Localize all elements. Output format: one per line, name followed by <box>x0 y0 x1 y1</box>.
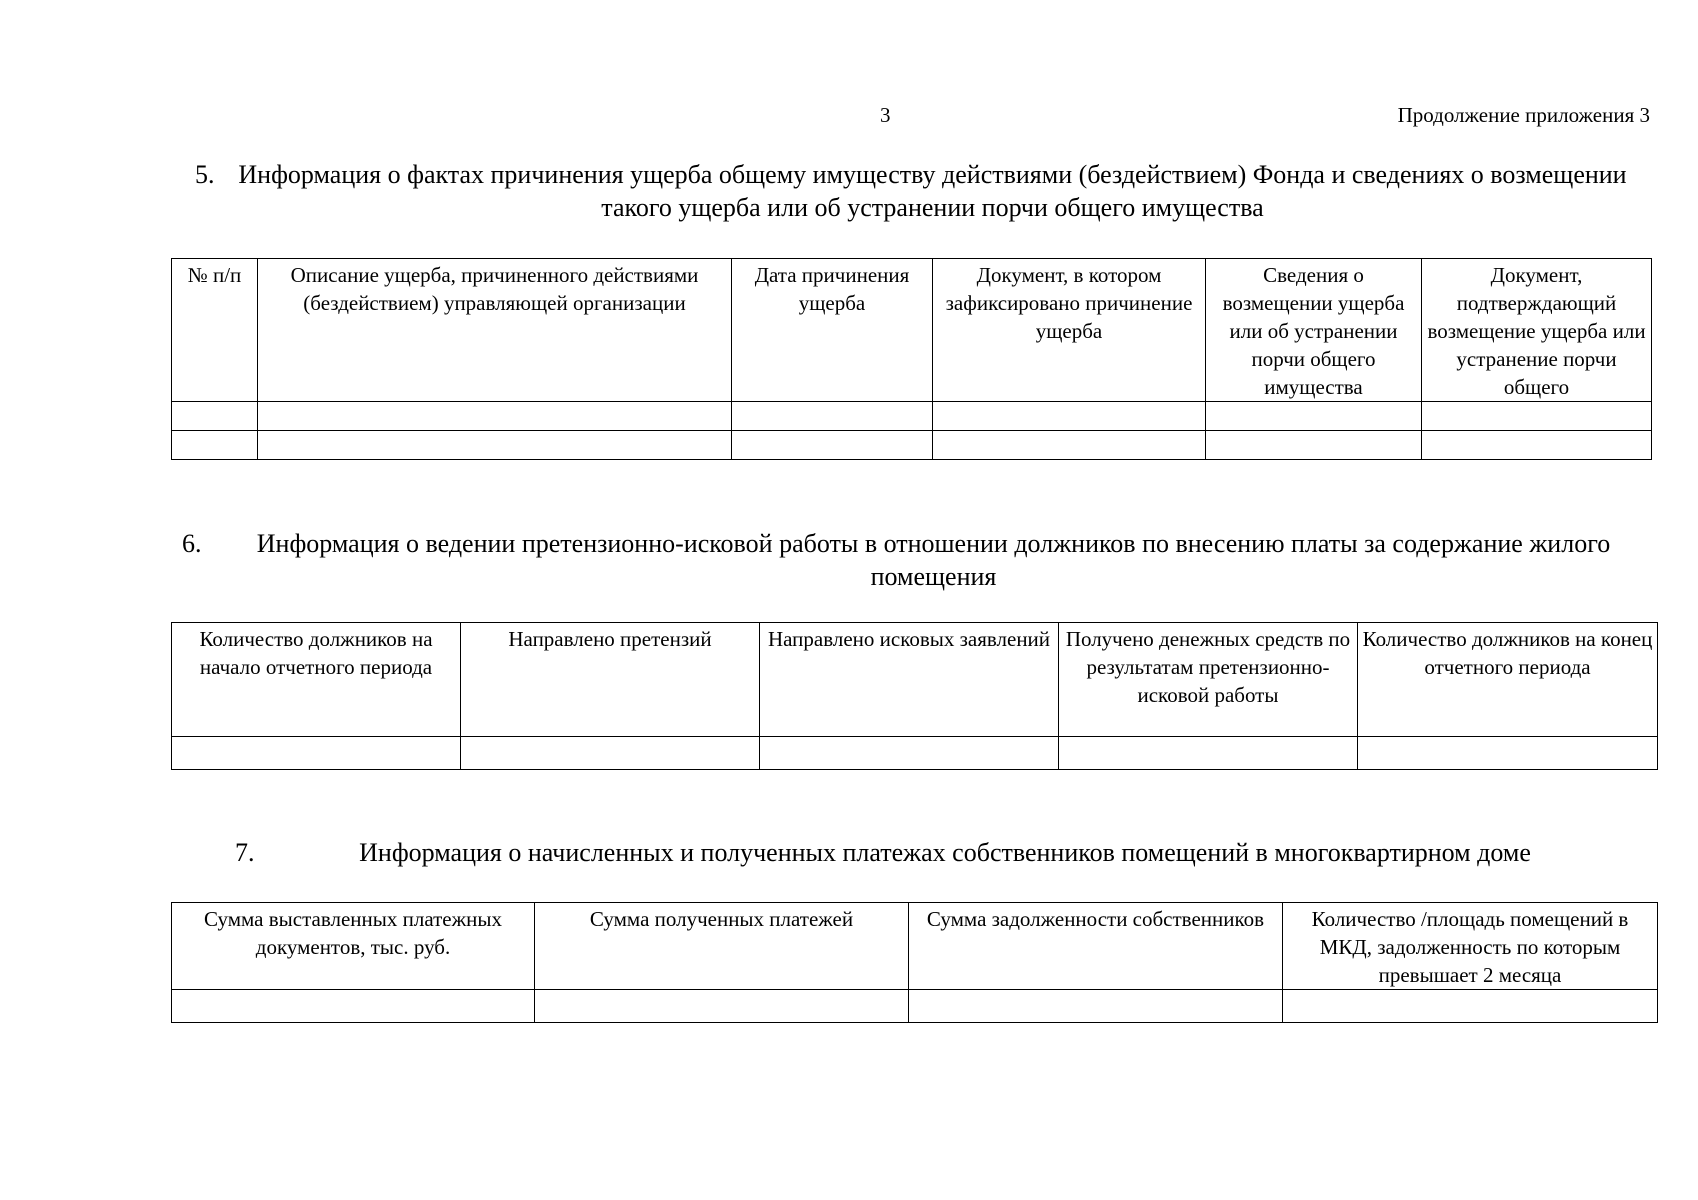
column-header: Количество должников на конец отчетного периода <box>1358 623 1658 737</box>
debt-collection-table <box>171 622 1658 770</box>
table-header-row <box>172 623 1658 737</box>
table-cell[interactable] <box>732 402 933 431</box>
section-number: 5. <box>195 160 215 189</box>
table-cell[interactable] <box>258 402 732 431</box>
table-header-row <box>172 259 1652 402</box>
column-header: Сумма полученных платежей <box>535 903 909 990</box>
column-header: Документ, подтверждающий возмещение ущерба или устранение порчи общего <box>1422 259 1652 402</box>
column-header: Количество /площадь помещений в МКД, задолженность по которым превышает 2 месяца <box>1283 903 1658 990</box>
column-header: Сумма выставленных платежных документов, тыс. руб. <box>172 903 535 990</box>
column-header: Дата причинения ущерба <box>732 259 933 402</box>
appendix-continuation-label: Продолжение приложения 3 <box>1397 103 1650 127</box>
table-cell[interactable] <box>172 431 258 460</box>
damage-info-table <box>171 258 1652 460</box>
section-number: 7. <box>235 838 255 867</box>
table-cell[interactable] <box>1422 402 1652 431</box>
table-cell[interactable] <box>909 990 1283 1023</box>
section-title: Информация о фактах причинения ущерба общему имуществу действиями (бездействием) Фонда и сведениях о возмещении такого ущерба или об устранении порчи общего имущества <box>238 160 1627 222</box>
table-row <box>172 990 1658 1023</box>
table-cell[interactable] <box>1206 431 1422 460</box>
table-cell[interactable] <box>172 402 258 431</box>
table-cell[interactable] <box>933 402 1206 431</box>
column-header: Получено денежных средств по результатам претензионно-исковой работы <box>1059 623 1358 737</box>
column-header: Сумма задолженности собственников <box>909 903 1283 990</box>
payments-table <box>171 902 1658 1023</box>
column-header: Количество должников на начало отчетного периода <box>172 623 461 737</box>
section-title: Информация о начисленных и полученных платежах собственников помещений в многоквартирном доме <box>359 838 1531 867</box>
column-header: Описание ущерба, причиненного действиями (бездействием) управляющей организации <box>258 259 732 402</box>
table-cell[interactable] <box>1358 737 1658 770</box>
table-row <box>172 737 1658 770</box>
table-cell[interactable] <box>172 990 535 1023</box>
table-row <box>172 402 1652 431</box>
table-cell[interactable] <box>535 990 909 1023</box>
section-5-heading <box>195 158 1630 224</box>
table-cell[interactable] <box>1422 431 1652 460</box>
table-cell[interactable] <box>760 737 1059 770</box>
column-header: Направлено исковых заявлений <box>760 623 1059 737</box>
table-cell[interactable] <box>933 431 1206 460</box>
column-header: Сведения о возмещении ущерба или об устранении порчи общего имущества <box>1206 259 1422 402</box>
section-title: Информация о ведении претензионно-исковой работы в отношении должников по внесению платы за содержание жилого помещения <box>256 529 1611 591</box>
table-header-row <box>172 903 1658 990</box>
table-cell[interactable] <box>1283 990 1658 1023</box>
table-cell[interactable] <box>1059 737 1358 770</box>
section-number: 6. <box>182 529 202 558</box>
page-number: 3 <box>880 103 891 127</box>
table-cell[interactable] <box>172 737 461 770</box>
table-cell[interactable] <box>732 431 933 460</box>
table-row <box>172 431 1652 460</box>
column-header: № п/п <box>172 259 258 402</box>
table-cell[interactable] <box>1206 402 1422 431</box>
column-header: Направлено претензий <box>461 623 760 737</box>
column-header: Документ, в котором зафиксировано причинение ущерба <box>933 259 1206 402</box>
section-6-heading <box>182 527 1645 593</box>
section-7-heading <box>235 836 1595 869</box>
table-cell[interactable] <box>461 737 760 770</box>
table-cell[interactable] <box>258 431 732 460</box>
